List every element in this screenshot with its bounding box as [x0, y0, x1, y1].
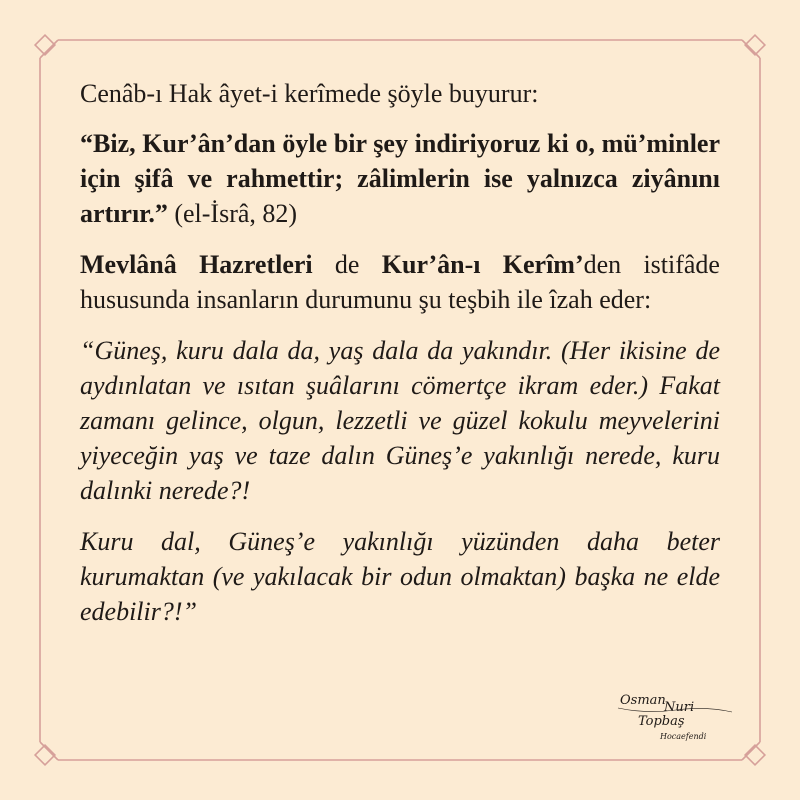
signature-line3: Topbaş — [638, 714, 685, 729]
mevlana-part2: den istifâde hususunda insanların durumunu şu teşbih ile îzah eder: — [80, 250, 720, 314]
signature-line1: Osman — [620, 693, 666, 708]
verse-quote — [80, 126, 720, 231]
mevlana-part1: de — [312, 250, 382, 279]
author-signature — [616, 690, 736, 750]
signature-line4: Hocaefendi — [660, 732, 707, 741]
mevlana-quote-1: “Güneş, kuru dala da, yaş dala da yakındır. (Her ikisine de aydınlatan ve ısıtan şuâlarını cömertçe ikram eder.) Fakat zamanı gelince, olgun, lezzetli ve güzel kokulu meyvelerini yiyeceğin yaş ve taze dalın Güneş’e yakınlığı nerede, kuru dalınki nerede?! — [80, 336, 720, 505]
mevlana-paragraph — [80, 247, 720, 317]
signature-line2: Nuri — [664, 700, 695, 715]
verse-text: “Biz, Kur’ân’dan öyle bir şey indiriyoruz ki o, mü’minler için şifâ ve rahmettir; zâlimlerin ise yalnızca ziyânını artırır.” — [80, 129, 720, 228]
mevlana-quote-2: Kuru dal, Güneş’e yakınlığı yüzünden daha beter kurumaktan (ve yakılacak bir odun olmaktan) başka ne elde edebilir?!” — [80, 527, 720, 626]
verse-reference: (el-İsrâ, 82) — [174, 199, 298, 228]
main-text — [80, 76, 720, 629]
intro-line: Cenâb-ı Hak âyet-i kerîmede şöyle buyurur: — [80, 79, 539, 108]
quran-name: Kur’ân-ı Kerîm’ — [381, 250, 584, 279]
mevlana-name: Mevlânâ Hazretleri — [80, 250, 313, 279]
